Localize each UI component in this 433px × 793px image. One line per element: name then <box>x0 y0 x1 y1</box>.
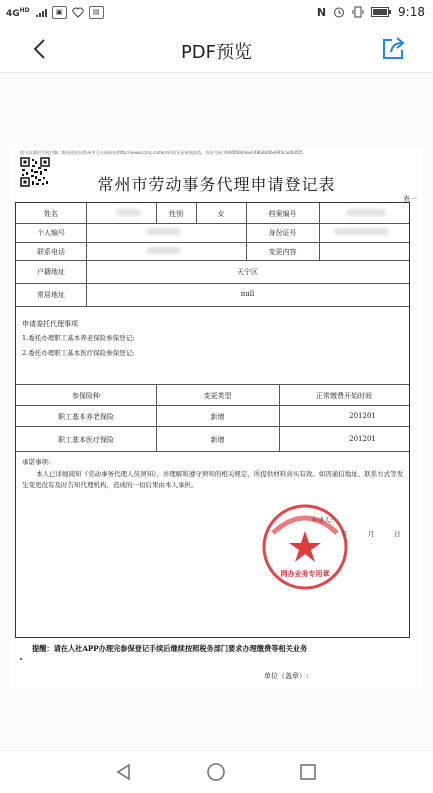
pdf-page <box>10 148 423 688</box>
personal-id-redacted <box>146 228 181 235</box>
name-label: 姓名 <box>44 210 58 218</box>
document-title: 常州市劳动事务代理申请登记表 <box>97 175 336 194</box>
status-bar <box>0 0 433 26</box>
personal-id-label: 个人编号 <box>37 229 65 237</box>
nfc-icon: N <box>316 5 327 19</box>
change-content-label: 变更内容 <box>268 248 297 256</box>
official-seal <box>261 503 349 591</box>
square-recent-icon[interactable] <box>298 762 318 782</box>
id-card-label: 身份证号 <box>268 229 297 237</box>
alarm-icon <box>333 6 345 18</box>
id-card-redacted <box>334 228 389 235</box>
app-header <box>0 26 433 73</box>
table-row-type: 职工基本医疗保险 <box>58 436 114 444</box>
commitment-text: 本人已详细阅知《劳动事务代理人员须知》，并理解和遵守须知的相关规定，所提供材料真实有效。如因通信地址、联系方式等发生变更没有及时告知代理机构，造成的一切后果由本人承担。 <box>22 470 404 489</box>
household-address-value: 天宁区 <box>237 268 258 276</box>
gender-value: 女 <box>217 210 225 218</box>
network-indicator: $4G^{HD}$ <box>6 6 30 19</box>
name-value-redacted <box>116 209 141 216</box>
bullet-dot <box>20 658 22 660</box>
reminder-text: 提醒：请在人社APP办理完参保登记手续后继续按照税务部门要求办理缴费等相关业务 <box>32 644 308 653</box>
file-number-redacted <box>346 209 386 216</box>
table-row-start: 201201 <box>349 435 376 443</box>
gender-label: 性别 <box>169 210 183 218</box>
apply-heading: 申请委托代理事项 <box>22 320 78 328</box>
file-number-label: 档案编号 <box>268 210 297 218</box>
year-label: 年 <box>341 530 348 538</box>
residence-address-value: null <box>240 290 255 298</box>
seal-text: 网办业务专用章 <box>280 570 330 578</box>
apply-item-1: 1.委托办理职工基本养老保险参保登记; <box>22 334 135 342</box>
phone-redacted <box>146 247 181 254</box>
page-title: PDF预览 <box>180 42 253 63</box>
image-notification-icon: ▣ <box>52 6 67 19</box>
form-tag: 表一 <box>403 195 417 203</box>
system-nav-bar <box>0 750 433 793</box>
insurance-header-change: 变更类型 <box>203 392 232 400</box>
triangle-back-icon[interactable] <box>114 762 134 782</box>
insurance-header-type: 参保险种 <box>72 392 100 400</box>
verification-note: 您可以使用手机扫描二维码或访问常州市人社局网站(http://www.czrsj.cn/form/)验证此单据真伪，验证号码:c940f0944ee148b9206e945cad03f25 <box>20 150 303 155</box>
battery-icon <box>371 7 391 17</box>
circle-home-icon[interactable] <box>206 762 226 782</box>
signal-icon <box>35 8 47 18</box>
household-address-label: 户籍地址 <box>37 268 65 276</box>
applicant-label: 申请人: <box>311 516 333 524</box>
commitment-heading: 承诺事项: <box>22 458 51 466</box>
heart-app-icon <box>72 7 84 18</box>
insurance-header-start: 正常缴费开始时间 <box>316 392 372 400</box>
day-label: 日 <box>394 530 401 538</box>
vibrate-icon <box>352 6 364 18</box>
table-row-start: 201201 <box>349 412 376 420</box>
table-row-change: 新增 <box>210 436 225 444</box>
table-row-type: 职工基本养老保险 <box>58 413 114 421</box>
pdf-preview-area[interactable] <box>0 73 433 750</box>
clock: 9:18 <box>398 5 425 19</box>
share-icon[interactable] <box>379 35 407 63</box>
registration-form <box>15 202 410 638</box>
unit-seal-label: 单位（盖章）: <box>264 672 309 680</box>
phone-label: 联系电话 <box>37 248 65 256</box>
residence-address-label: 常居地址 <box>37 291 65 299</box>
month-label: 月 <box>368 530 375 538</box>
app-notification-icon: ▤ <box>89 6 104 19</box>
table-row-change: 新增 <box>210 413 225 421</box>
apply-item-2: 2.委托办理职工基本医疗保险参保登记; <box>22 349 135 357</box>
